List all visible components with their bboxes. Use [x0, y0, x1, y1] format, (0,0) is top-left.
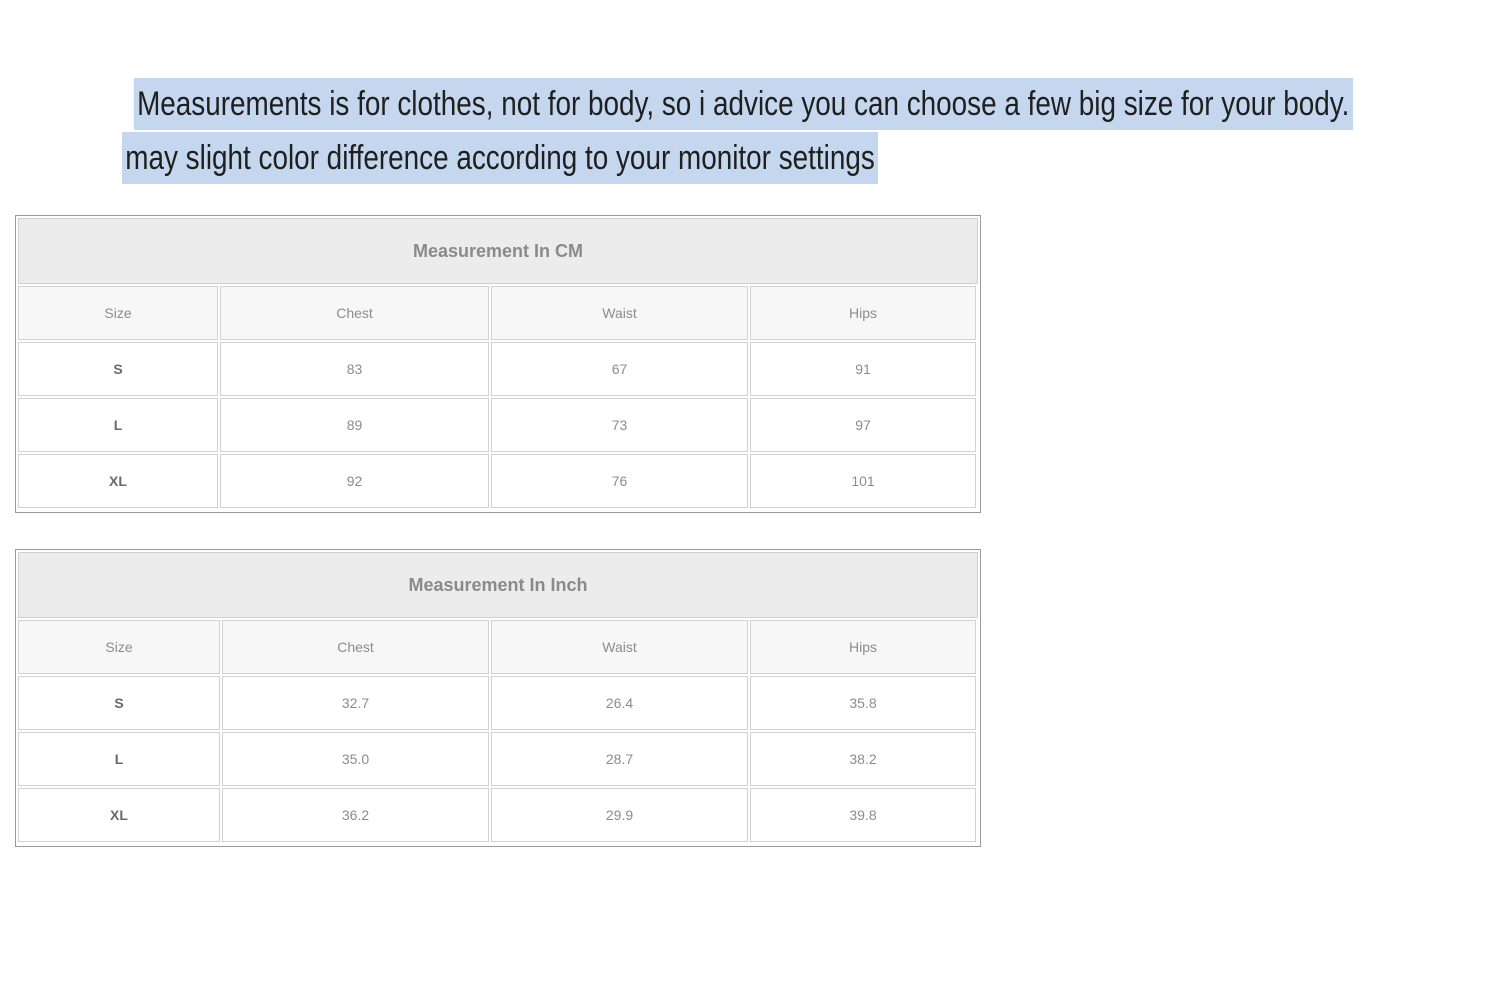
- table-row: [18, 732, 978, 786]
- header-cell-waist: Waist: [491, 286, 748, 340]
- header-cell-hips: Hips: [750, 620, 976, 674]
- size-cell: XL: [18, 454, 218, 508]
- chest-cell: 32.7: [222, 676, 489, 730]
- size-table-inch: [15, 549, 981, 847]
- chest-cell: 92: [220, 454, 489, 508]
- waist-cell: 73: [491, 398, 748, 452]
- hips-cell: 101: [750, 454, 976, 508]
- waist-cell: 76: [491, 454, 748, 508]
- waist-cell: 67: [491, 342, 748, 396]
- header-cell-size: Size: [18, 286, 218, 340]
- table-row: [18, 676, 978, 730]
- waist-cell: 29.9: [491, 788, 748, 842]
- table-row: [18, 454, 978, 508]
- table-row: [18, 342, 978, 396]
- header-cell-hips: Hips: [750, 286, 976, 340]
- header-cell-size: Size: [18, 620, 220, 674]
- header-cell-chest: Chest: [222, 620, 489, 674]
- chest-cell: 35.0: [222, 732, 489, 786]
- table-row: [18, 398, 978, 452]
- header-cell-waist: Waist: [491, 620, 748, 674]
- table-row: [18, 788, 978, 842]
- size-cell: L: [18, 398, 218, 452]
- hips-cell: 97: [750, 398, 976, 452]
- hips-cell: 38.2: [750, 732, 976, 786]
- size-table-cm: [15, 215, 981, 513]
- chest-cell: 36.2: [222, 788, 489, 842]
- waist-cell: 26.4: [491, 676, 748, 730]
- size-cell: L: [18, 732, 220, 786]
- table-caption: Measurement In CM: [18, 218, 978, 284]
- size-cell: S: [18, 676, 220, 730]
- chest-cell: 89: [220, 398, 489, 452]
- header-cell-chest: Chest: [220, 286, 489, 340]
- hips-cell: 39.8: [750, 788, 976, 842]
- chest-cell: 83: [220, 342, 489, 396]
- notice-line-2: may slight color difference according to your monitor settings: [122, 132, 878, 184]
- hips-cell: 91: [750, 342, 976, 396]
- notice-line-1: Measurements is for clothes, not for body, so i advice you can choose a few big size for your body.: [134, 78, 1353, 130]
- waist-cell: 28.7: [491, 732, 748, 786]
- table-header-row: [18, 286, 978, 340]
- size-notice: [0, 78, 1350, 186]
- size-cell: XL: [18, 788, 220, 842]
- table-caption: Measurement In Inch: [18, 552, 978, 618]
- table-header-row: [18, 620, 978, 674]
- size-cell: S: [18, 342, 218, 396]
- hips-cell: 35.8: [750, 676, 976, 730]
